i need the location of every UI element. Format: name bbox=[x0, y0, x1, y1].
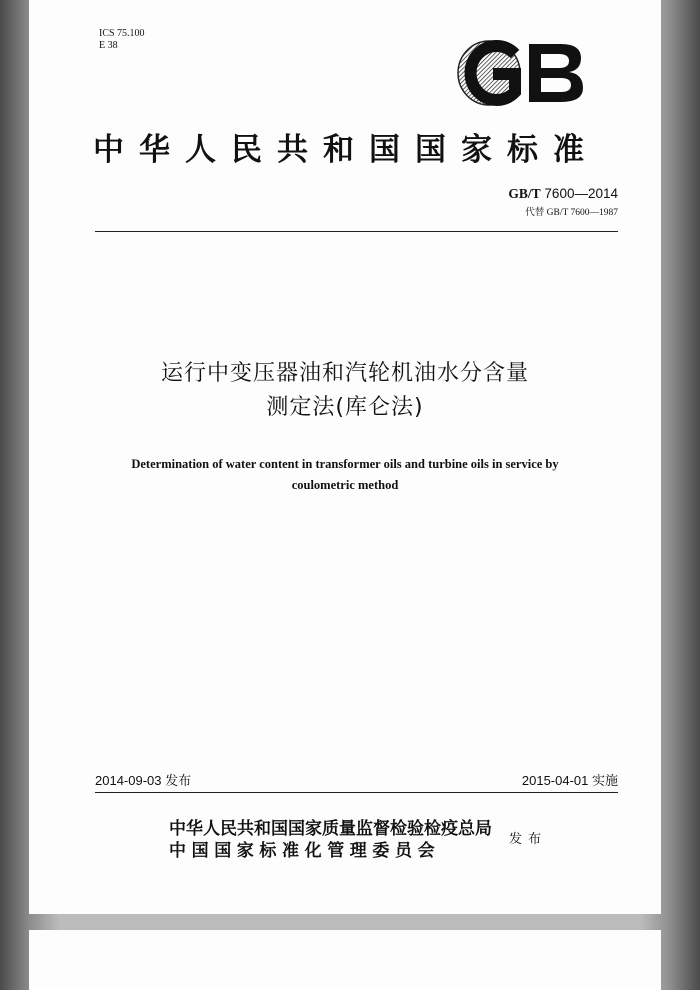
standard-number bbox=[508, 186, 618, 202]
standard-number-block bbox=[508, 186, 618, 218]
english-title-line2: coulometric method bbox=[291, 478, 399, 492]
publish-label: 发布 bbox=[509, 832, 548, 847]
issue-date: 2014-09-03 发布 bbox=[95, 773, 192, 788]
issuing-authorities bbox=[169, 818, 492, 862]
footer-divider bbox=[95, 792, 618, 793]
standard-prefix: GB/T bbox=[508, 186, 541, 201]
standard-code: 7600—2014 bbox=[544, 186, 618, 201]
national-standard-heading: 中华人民共和国国家标准 bbox=[93, 132, 599, 168]
document-page bbox=[29, 0, 661, 914]
chinese-title bbox=[29, 357, 661, 425]
gb-logo bbox=[457, 40, 585, 106]
next-page-edge bbox=[29, 930, 661, 990]
issuer-line1: 中华人民共和国国家质量监督检验检疫总局 bbox=[169, 819, 492, 839]
classification-codes bbox=[99, 28, 145, 52]
ics-code: ICS 75.100 bbox=[99, 28, 145, 39]
english-title-line1: Determination of water content in transformer oils and turbine oils in service by bbox=[131, 457, 559, 471]
chinese-title-line2: 测定法(库仑法) bbox=[266, 395, 424, 420]
chinese-title-line1: 运行中变压器油和汽轮机油水分含量 bbox=[160, 361, 529, 386]
english-title bbox=[29, 454, 661, 496]
replaces-note: 代替 GB/T 7600—1987 bbox=[525, 208, 618, 218]
issuer-line2: 中国国家标准化管理委员会 bbox=[169, 841, 441, 861]
implementation-date: 2015-04-01 实施 bbox=[521, 773, 618, 788]
header-divider bbox=[95, 231, 618, 232]
ccs-code: E 38 bbox=[99, 40, 118, 51]
